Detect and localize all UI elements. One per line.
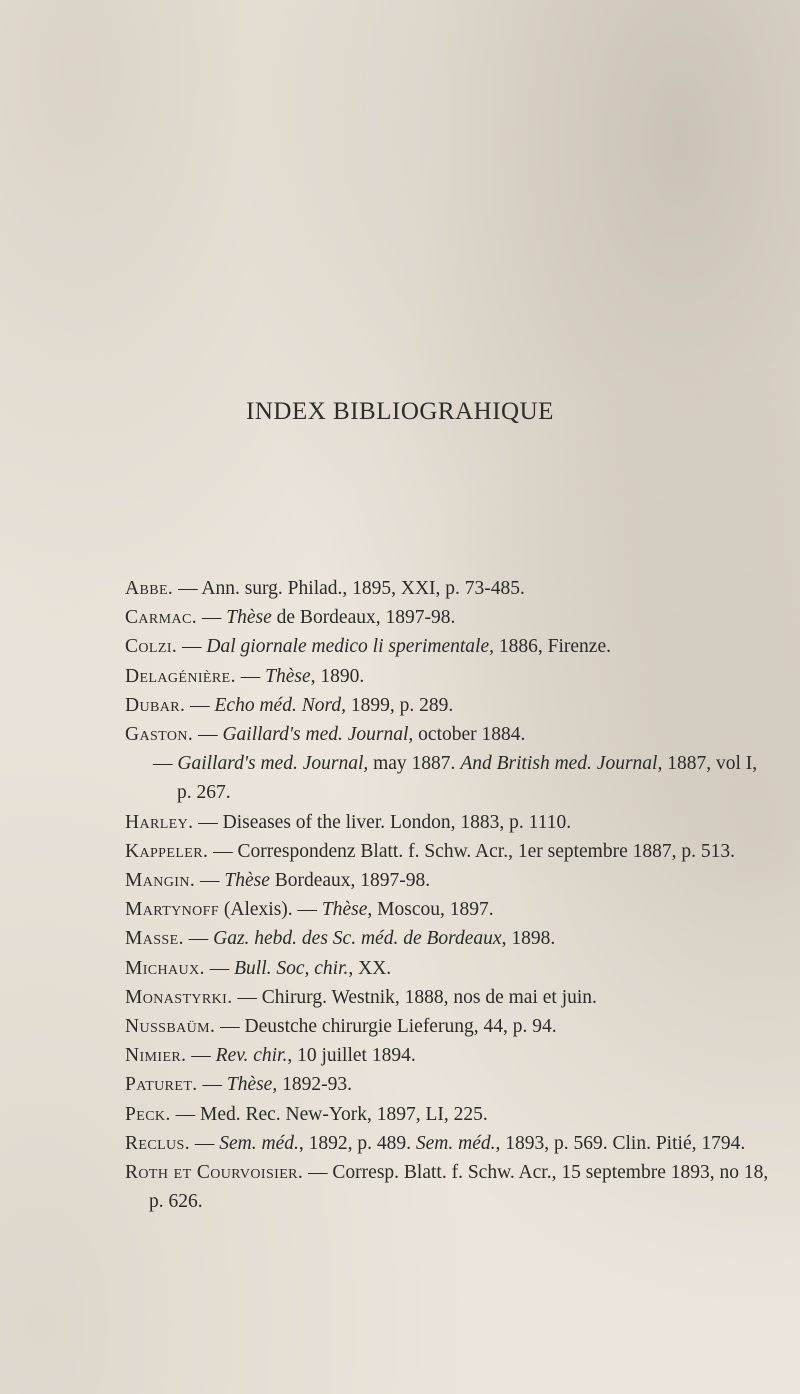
reference-text: october 1884. xyxy=(413,724,526,746)
entry-author: Michaux. xyxy=(125,957,205,979)
reference-text: Correspondenz Blatt. f. Schw. Acr., 1er septembre 1887, p. 513. xyxy=(237,840,735,862)
entry-separator: — xyxy=(208,840,238,862)
reference-text: Ann. surg. Philad., 1895, XXI, p. 73-485. xyxy=(201,578,525,599)
reference-text: , 1892, p. 489. xyxy=(298,1132,416,1154)
bibliography-entry xyxy=(125,1070,775,1099)
reference-text: , 1893, p. 569. Clin. Pitié, 1794. xyxy=(495,1132,746,1154)
reference-title: Thèse xyxy=(224,870,270,892)
reference-text: 1886, Firenze. xyxy=(494,636,611,658)
entry-author: Delagénière. xyxy=(125,665,236,687)
reference-text: de Bordeaux, 1897-98. xyxy=(271,607,456,629)
reference-text: Bordeaux, 1897-98. xyxy=(269,870,431,892)
entry-author: Gaston. xyxy=(125,724,194,746)
reference-text: Diseases of the liver. London, 1883, p. 1110. xyxy=(222,811,572,833)
entry-reference xyxy=(200,1104,488,1125)
bibliography-entry xyxy=(125,691,775,720)
entry-reference xyxy=(223,812,571,833)
entry-author: Harley. xyxy=(125,811,194,833)
bibliography-entry xyxy=(125,983,775,1012)
reference-text: Corresp. Blatt. f. Schw. Acr., 15 septembre 1893, no 18, p. 626. xyxy=(149,1162,769,1213)
entry-separator: — xyxy=(183,928,214,950)
entry-reference xyxy=(226,607,455,628)
entry-separator: — xyxy=(185,694,215,716)
entry-separator: — xyxy=(197,607,227,629)
bibliography-entry xyxy=(125,1041,775,1070)
page-title: INDEX BIBLIOGRAHIQUE xyxy=(246,398,554,425)
reference-title: Thèse xyxy=(226,607,272,629)
entry-reference xyxy=(213,928,555,949)
entry-separator: — xyxy=(193,724,223,746)
reference-text: , 10 juillet 1894. xyxy=(287,1045,416,1067)
bibliography-entry xyxy=(125,895,775,924)
reference-title: Gaillard's med. Journal, xyxy=(177,753,369,775)
entry-reference xyxy=(215,695,454,716)
entry-separator: — xyxy=(235,665,266,687)
entry-reference xyxy=(237,841,735,862)
bibliography-entry xyxy=(125,808,775,837)
entry-reference xyxy=(201,578,525,599)
reference-title: Thèse xyxy=(321,899,368,921)
entry-reference xyxy=(262,987,597,1008)
entry-separator: (Alexis). — xyxy=(219,899,322,921)
entry-reference xyxy=(322,899,494,920)
entry-author: Paturet. xyxy=(125,1074,198,1096)
reference-text: 1892-93. xyxy=(277,1074,352,1096)
reference-text: Chirurg. Westnik, 1888, nos de mai et juin. xyxy=(261,986,597,1008)
bibliography-entry xyxy=(125,1129,775,1158)
entry-author: Carmac. xyxy=(125,607,198,629)
bibliography-entry xyxy=(125,603,775,632)
reference-text: Med. Rec. New-York, 1897, LI, 225. xyxy=(199,1103,488,1125)
entry-separator: — xyxy=(186,1045,216,1067)
entry-author: Masse. xyxy=(125,928,184,950)
bibliography-entry xyxy=(125,954,775,983)
entry-author: Nimier. xyxy=(125,1045,187,1067)
entry-separator: — xyxy=(303,1162,333,1184)
reference-text: , Moscou, 1897. xyxy=(367,899,494,921)
entry-reference xyxy=(245,1016,557,1037)
entry-reference xyxy=(206,636,611,657)
entry-reference xyxy=(224,870,430,891)
entry-author: Nussbaüm. xyxy=(125,1016,216,1038)
entry-author: Colzi. xyxy=(125,636,178,658)
entry-author: Dubar. xyxy=(125,694,186,716)
reference-title: Bull. Soc, chir. xyxy=(234,957,349,979)
reference-title: Thèse, xyxy=(226,1074,278,1096)
reference-text: , 1898. xyxy=(501,928,556,950)
entry-reference xyxy=(265,666,364,687)
entry-reference xyxy=(216,1045,416,1066)
reference-title: Gaz. hebd. des Sc. méd. de Bordeaux xyxy=(213,928,502,950)
reference-text: Deustche chirurgie Lieferung, 44, p. 94. xyxy=(244,1016,557,1038)
entry-separator: — xyxy=(170,1103,200,1125)
bibliography-entry xyxy=(125,720,775,749)
reference-title: Sem. méd. xyxy=(415,1132,496,1154)
reference-title: Dal giornale medico li sperimentale, xyxy=(206,636,494,658)
entry-reference xyxy=(177,753,757,803)
reference-title: Gaillard's med. Journal, xyxy=(222,724,414,746)
bibliography-entry xyxy=(125,1012,775,1041)
bibliography-list xyxy=(125,574,775,1216)
entry-separator: — xyxy=(232,986,262,1008)
bibliography-entry xyxy=(125,866,775,895)
bibliography-entry xyxy=(125,662,775,691)
entry-separator: — xyxy=(197,1074,227,1096)
entry-reference xyxy=(227,1074,352,1095)
bibliography-entry xyxy=(125,1100,775,1129)
entry-separator: — xyxy=(215,1016,245,1038)
entry-separator: — xyxy=(177,636,207,658)
entry-reference xyxy=(234,958,391,979)
bibliography-entry xyxy=(125,1158,775,1216)
entry-reference xyxy=(219,1133,745,1154)
entry-author: Abbe. xyxy=(125,578,174,599)
bibliography-entry xyxy=(125,632,775,661)
bibliography-entry xyxy=(125,837,775,866)
reference-text: , XX. xyxy=(348,957,392,979)
reference-title: Thèse xyxy=(265,665,311,687)
entry-reference xyxy=(222,724,525,745)
reference-title: And British med. Journal, xyxy=(460,753,663,775)
bibliography-entry xyxy=(125,924,775,953)
reference-text: , 1890. xyxy=(310,665,365,687)
entry-author: Peck. xyxy=(125,1103,171,1125)
entry-separator: — xyxy=(153,753,178,775)
entry-author: Mangin. xyxy=(125,870,196,892)
entry-author: Monastyrki. xyxy=(125,986,233,1008)
reference-title: Rev. chir. xyxy=(215,1045,288,1067)
entry-author: Roth et Courvoisier. xyxy=(125,1162,304,1184)
bibliography-entry xyxy=(125,574,775,603)
bibliography-entry xyxy=(125,749,775,807)
entry-separator: — xyxy=(204,957,235,979)
reference-title: Echo méd. Nord, xyxy=(214,694,346,716)
entry-author: Reclus. xyxy=(125,1132,191,1154)
entry-separator: — xyxy=(173,578,202,599)
entry-separator: — xyxy=(190,1132,220,1154)
entry-separator: — xyxy=(193,811,223,833)
entry-separator: — xyxy=(195,870,225,892)
entry-author: Kappeler. xyxy=(125,840,209,862)
entry-author: Martynoff xyxy=(125,899,220,921)
reference-title: Sem. méd. xyxy=(219,1132,299,1154)
reference-text: may 1887. xyxy=(368,753,461,775)
reference-text: 1899, p. 289. xyxy=(345,694,454,716)
reference-text: 1887, vol I, p. 267. xyxy=(177,753,758,804)
